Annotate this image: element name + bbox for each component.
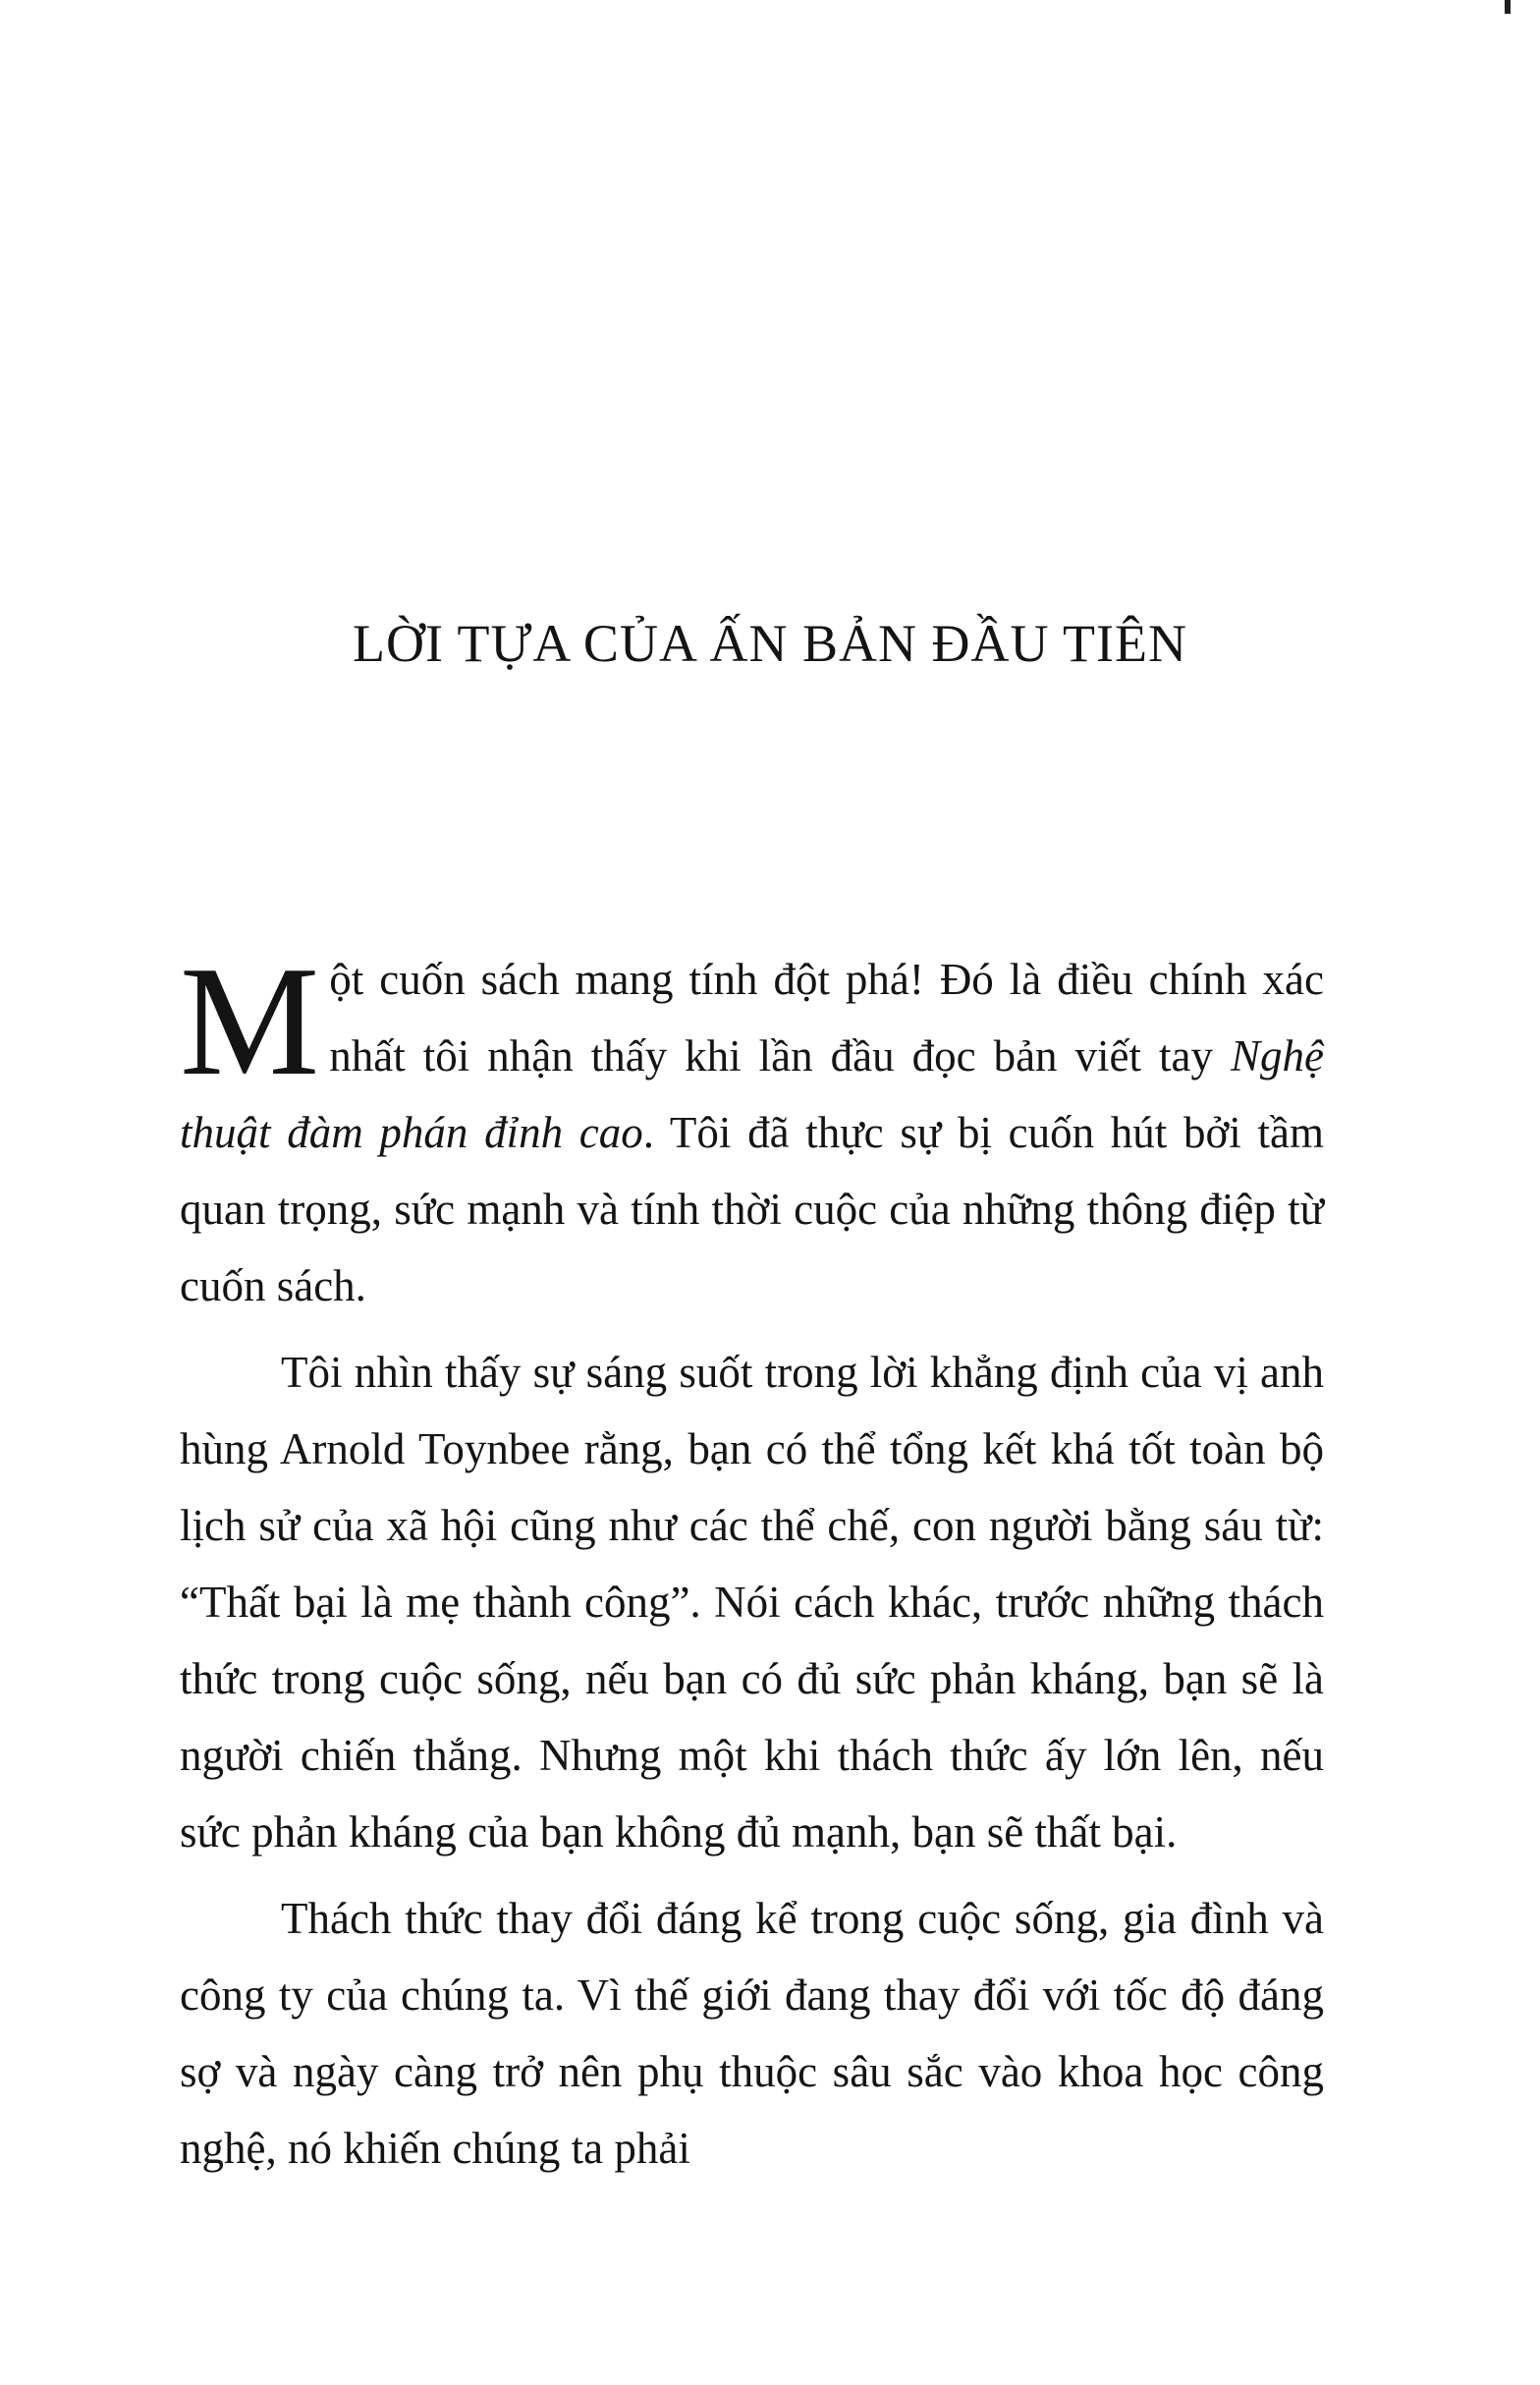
paragraph-1-text-start: ột cuốn sách mang tính đột phá! Đó là điều chính xác nhất tôi nhận thấy khi lần đầu đọc bản viết tay: [329, 955, 1324, 1081]
body-text: [180, 933, 1324, 2196]
page-edge-mark: [1505, 0, 1511, 14]
book-title-italic: Nghệ thuật đàm phán đỉnh cao: [180, 1031, 1324, 1157]
paragraph-3: Thách thức thay đổi đáng kể trong cuộc sống, gia đình và công ty của chúng ta. Vì thế giới đang thay đổi với tốc độ đáng sợ và ngày càng trở nên phụ thuộc sâu sắc vào khoa học công nghệ, nó khiến chúng ta phải: [180, 1894, 1324, 2173]
paragraph-1-text-end: . Tôi đã thực sự bị cuốn hút bởi tầm quan trọng, sức mạnh và tính thời cuộc của những thông điệp từ cuốn sách.: [180, 1108, 1324, 1310]
drop-cap: M: [180, 933, 320, 1108]
chapter-title: LỜI TỰA CỦA ẤN BẢN ĐẦU TIÊN: [353, 614, 1187, 673]
paragraph-2: Tôi nhìn thấy sự sáng suốt trong lời khẳng định của vị anh hùng Arnold Toynbee rằng, bạn có thể tổng kết khá tốt toàn bộ lịch sử của xã hội cũng như các thể chế, con người bằng sáu từ: “Thất bại là mẹ thành công”. Nói cách khác, trước những thách thức trong cuộc sống, nếu bạn có đủ sức phản kháng, bạn sẽ là người chiến thắng. Nhưng một khi thách thức ấy lớn lên, nếu sức phản kháng của bạn không đủ mạnh, bạn sẽ thất bại.: [180, 1348, 1324, 1857]
paragraph-1: [180, 933, 1324, 1324]
